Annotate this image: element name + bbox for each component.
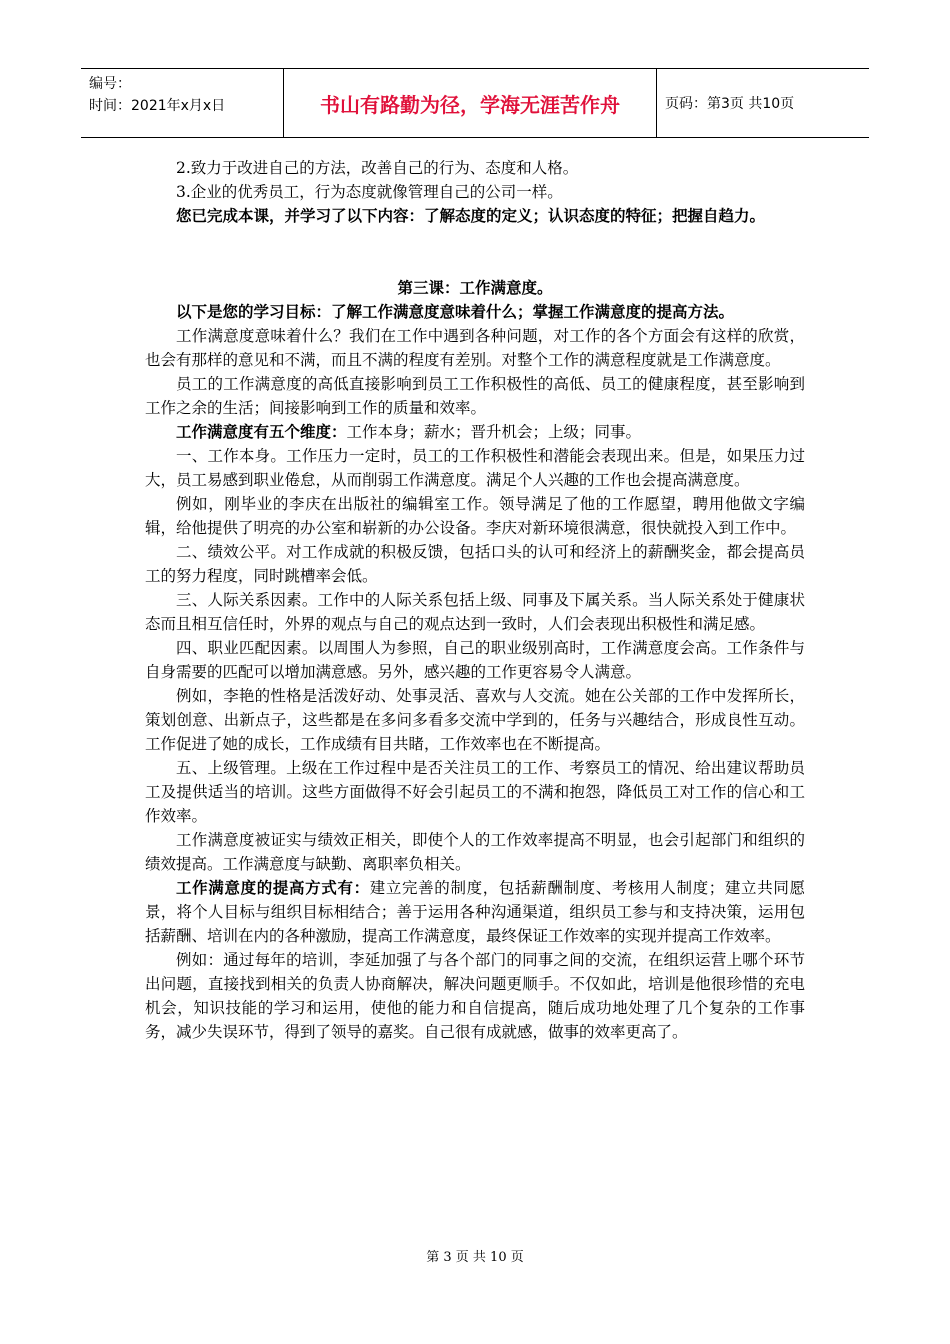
paragraph-1: 2.致力于改进自己的方法，改善自己的行为、态度和人格。 xyxy=(176,159,579,177)
paragraph-definition: 工作满意度意味着什么？我们在工作中遇到各种问题，对工作的各个方面会有这样的欣赏，也会有那样的意见和不满，而且不满的程度有差别。对整个工作的满意程度就是工作满意度。 xyxy=(145,327,805,369)
paragraph-improvement xyxy=(145,876,805,948)
improvement-text: 建立完善的制度，包括薪酬制度、考核用人制度；建立共同愿景，将个人目标与组织目标相结合；善于运用各种沟通渠道，组织员工参与和支持决策，运用包括薪酬、培训在内的各种激励，提高工作满意度，最终保证工作效率的实现并提高工作效率。 xyxy=(145,879,805,945)
paragraph-job-match: 四、职业匹配因素。以周围人为参照，自己的职业级别高时，工作满意度会高。工作条件与自身需要的匹配可以增加满意感。另外，感兴趣的工作更容易令人满意。 xyxy=(145,639,805,681)
paragraph-example-liyan: 例如，李艳的性格是活泼好动、处事灵活、喜欢与人交流。她在公关部的工作中发挥所长，策划创意、出新点子，这些都是在多问多看多交流中学到的，任务与兴趣结合，形成良性互动。工作促进了她的成长，工作成绩有目共睹，工作效率也在不断提高。 xyxy=(145,687,805,753)
lesson-title: 第三课：工作满意度。 xyxy=(397,278,553,297)
paragraph-impact: 员工的工作满意度的高低直接影响到员工工作积极性的高低、员工的健康程度，甚至影响到工作之余的生活；间接影响到工作的质量和效率。 xyxy=(145,375,805,417)
date-label: 时间：2021年x月x日 xyxy=(89,98,226,114)
paragraph-supervision: 五、上级管理。上级在工作过程中是否关注员工的工作、考察员工的情况、给出建议帮助员工及提供适当的培训。这些方面做得不好会引起员工的不满和抱怨，降低员工对工作的信心和工作效率。 xyxy=(145,759,805,825)
paragraph-relationships: 三、人际关系因素。工作中的人际关系包括上级、同事及下属关系。当人际关系处于健康状态而且相互信任时，外界的观点与自己的观点达到一致时，人们会表现出积极性和满足感。 xyxy=(145,591,805,633)
dimensions-text: 工作本身；薪水；晋升机会；上级；同事。 xyxy=(346,423,642,441)
header-meta xyxy=(81,69,283,137)
paragraph-2: 3.企业的优秀员工，行为态度就像管理自己的公司一样。 xyxy=(176,183,563,201)
improvement-heading: 工作满意度的提高方式有： xyxy=(176,878,370,897)
learning-goals: 以下是您的学习目标：了解工作满意度意味着什么；掌握工作满意度的提高方法。 xyxy=(176,302,735,321)
page-footer: 第 3 页 共 10 页 xyxy=(426,1250,524,1265)
paragraph-work-itself: 一、工作本身。工作压力一定时，员工的工作积极性和潜能会表现出来。但是，如果压力过大，员工易感到职业倦怠，从而削弱工作满意度。满足个人兴趣的工作也会提高满意度。 xyxy=(145,447,805,489)
paragraph-performance: 工作满意度被证实与绩效正相关，即使个人的工作效率提高不明显，也会引起部门和组织的绩效提高。工作满意度与缺勤、离职率负相关。 xyxy=(145,831,805,873)
paragraph-fairness: 二、绩效公平。对工作成就的积极反馈，包括口头的认可和经济上的薪酬奖金，都会提高员工的努力程度，同时跳槽率会低。 xyxy=(145,543,805,585)
document-body xyxy=(145,156,805,1044)
paragraph-example-liqing: 例如，刚毕业的李庆在出版社的编辑室工作。领导满足了他的工作愿望，聘用他做文字编辑，给他提供了明亮的办公室和崭新的办公设备。李庆对新环境很满意，很快就投入到工作中。 xyxy=(145,495,805,537)
paragraph-example-liyan-training: 例如：通过每年的培训，李延加强了与各个部门的同事之间的交流，在组织运营上哪个环节出问题，直接找到相关的负责人协商解决，解决问题更顺手。不仅如此，培训是他很珍惜的充电机会，知识技能的学习和运用，使他的能力和自信提高，随后成功地处理了几个复杂的工作事务，减少失误环节，得到了领导的嘉奖。自己很有成就感，做事的效率更高了。 xyxy=(145,951,805,1041)
header-page-label: 页码：第3页 共10页 xyxy=(665,96,795,112)
number-label: 编号： xyxy=(89,76,131,92)
header-motto: 书山有路勤为径，学海无涯苦作舟 xyxy=(283,69,657,137)
lesson-summary: 您已完成本课，并学习了以下内容：了解态度的定义；认识态度的特征；把握自趋力。 xyxy=(176,206,766,225)
dimensions-heading: 工作满意度有五个维度： xyxy=(176,422,347,441)
paragraph-dimensions xyxy=(145,420,805,444)
header-table xyxy=(81,68,869,138)
